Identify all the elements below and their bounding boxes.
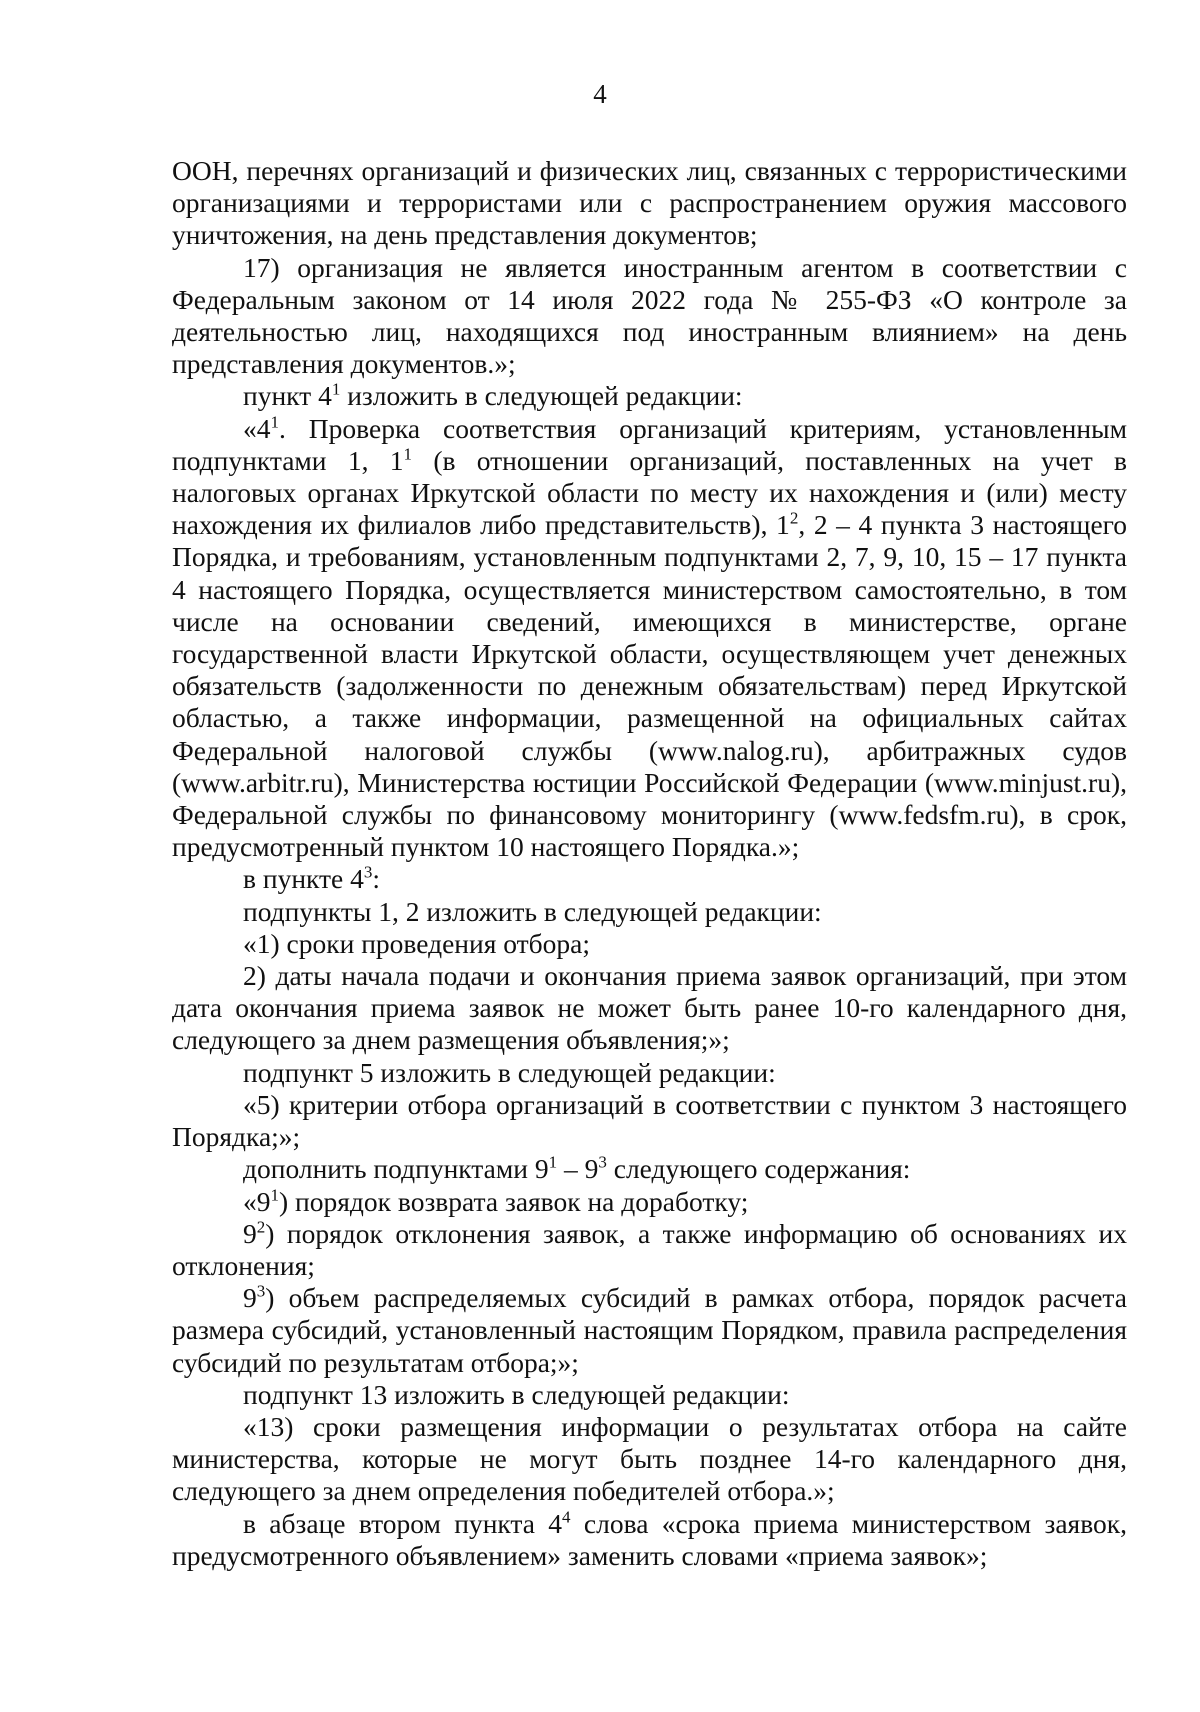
superscript: 1	[403, 444, 413, 464]
superscript: 1	[331, 379, 341, 399]
text-segment: пункт 4	[243, 380, 332, 412]
text-segment: 2) даты начала подачи и окончания приема заявок организаций, при этом дата окончания приема заявок не может быть ранее 10-го календарного дня, следующего за днем размещения объявления;»;	[172, 960, 1127, 1056]
text-segment: (в отношении организаций, поставленных на учет в налоговых органах Иркутской области по месту их нахождения и (или) месту нахождения их филиалов либо представительств), 1	[172, 444, 1127, 541]
text-segment: «9	[243, 1185, 271, 1217]
text-segment: ) порядок возврата заявок на доработку;	[279, 1185, 749, 1217]
paragraph-p12	[172, 1186, 1127, 1218]
paragraph-p13	[172, 1218, 1127, 1282]
text-segment: «5) критерии отбора организаций в соответствии с пунктом 3 настоящего Порядка;»;	[172, 1088, 1127, 1153]
text-segment: «4	[243, 412, 271, 444]
paragraph-p17	[172, 1508, 1127, 1572]
text-segment: ) объем распределяемых субсидий в рамках отбора, порядок расчета размера субсидий, установленный настоящим Порядком, правила распределения субсидий по результатам отбора;»;	[172, 1282, 1127, 1378]
paragraph-p3	[172, 380, 1127, 412]
text-segment: 9	[243, 1217, 257, 1249]
text-segment: 9	[243, 1282, 257, 1314]
text-segment: «1) сроки проведения отбора;	[243, 927, 590, 959]
text-segment: подпункт 5 изложить в следующей редакции:	[243, 1056, 776, 1088]
text-segment: :	[372, 863, 381, 895]
paragraph-p10	[172, 1089, 1127, 1153]
superscript: 3	[363, 862, 373, 882]
superscript: 4	[562, 1506, 571, 1526]
text-segment: . Проверка соответствия организаций критериям, установленным подпунктами 1, 1	[172, 412, 1127, 476]
text-segment: изложить в следующей редакции:	[340, 380, 743, 412]
text-segment: дополнить подпунктами 9	[243, 1153, 549, 1185]
superscript: 3	[598, 1152, 607, 1172]
paragraph-p14	[172, 1282, 1127, 1379]
text-segment: подпункт 13 изложить в следующей редакции:	[243, 1378, 790, 1410]
text-segment: ООН, перечнях организаций и физических лиц, связанных с террористическими организациями и террористами или с распространением оружия массового уничтожения, на день представления документов;	[172, 155, 1127, 251]
text-segment: ) порядок отклонения заявок, а также информацию об основаниях их отклонения;	[172, 1217, 1127, 1281]
paragraph-p11	[172, 1153, 1127, 1185]
page-number: 4	[593, 79, 607, 109]
superscript: 1	[270, 1184, 280, 1204]
superscript: 3	[256, 1281, 266, 1301]
text-segment: 17) организация не является иностранным агентом в соответствии с Федеральным законом от 14 июля 2022 года № 255-ФЗ «О контроле за деятельностью лиц, находящихся под иностранным влиянием» на день представления документов.»;	[172, 251, 1127, 380]
superscript: 1	[270, 412, 280, 432]
text-segment: , 2 – 4 пункта 3 настоящего Порядка, и требованиям, установленным подпунктами 2, 7, 9, 10, 15 – 17 пункта 4 настоящего Порядка, осуществляется министерством самостоятельно, в том числе на основании сведений, имеющихся в министерстве, органе государственной власти Иркутской области, осуществляющем учет денежных обязательств (задолженности по денежным обязательствам) перед Иркутской областью, а также информации, размещенной на официальных сайтах Федеральной налоговой службы (www.nalog.ru), арбитражных судов (www.arbitr.ru), Министерства юстиции Российской Федерации (www.minjust.ru), Федеральной службы по финансовому мониторингу (www.fedsfm.ru), в срок, предусмотренный пунктом 10 настоящего Порядка.»;	[172, 509, 1127, 863]
paragraph-p7	[172, 928, 1127, 960]
superscript: 2	[789, 508, 799, 528]
paragraph-p15	[172, 1379, 1127, 1411]
paragraph-p1	[172, 155, 1127, 252]
paragraph-p5	[172, 863, 1127, 895]
text-segment: подпункты 1, 2 изложить в следующей редакции:	[243, 895, 822, 927]
paragraph-p9	[172, 1057, 1127, 1089]
text-segment: следующего содержания:	[606, 1153, 911, 1185]
document-body	[172, 155, 1127, 1572]
superscript: 2	[256, 1217, 266, 1237]
text-segment: «13) сроки размещения информации о результатах отбора на сайте министерства, которые не могут быть позднее 14-го календарного дня, следующего за днем определения победителей отбора.»;	[172, 1410, 1127, 1507]
paragraph-p6	[172, 896, 1127, 928]
paragraph-p4	[172, 413, 1127, 864]
paragraph-p8	[172, 960, 1127, 1057]
text-segment: – 9	[557, 1153, 599, 1185]
text-segment: слова «срока приема министерством заявок, предусмотренного объявлением» заменить словами «приема заявок»;	[172, 1507, 1127, 1571]
text-segment: в абзаце втором пункта 4	[243, 1507, 563, 1539]
superscript: 1	[548, 1152, 558, 1172]
paragraph-p16	[172, 1411, 1127, 1508]
text-segment: в пункте 4	[243, 863, 364, 895]
paragraph-p2	[172, 252, 1127, 381]
